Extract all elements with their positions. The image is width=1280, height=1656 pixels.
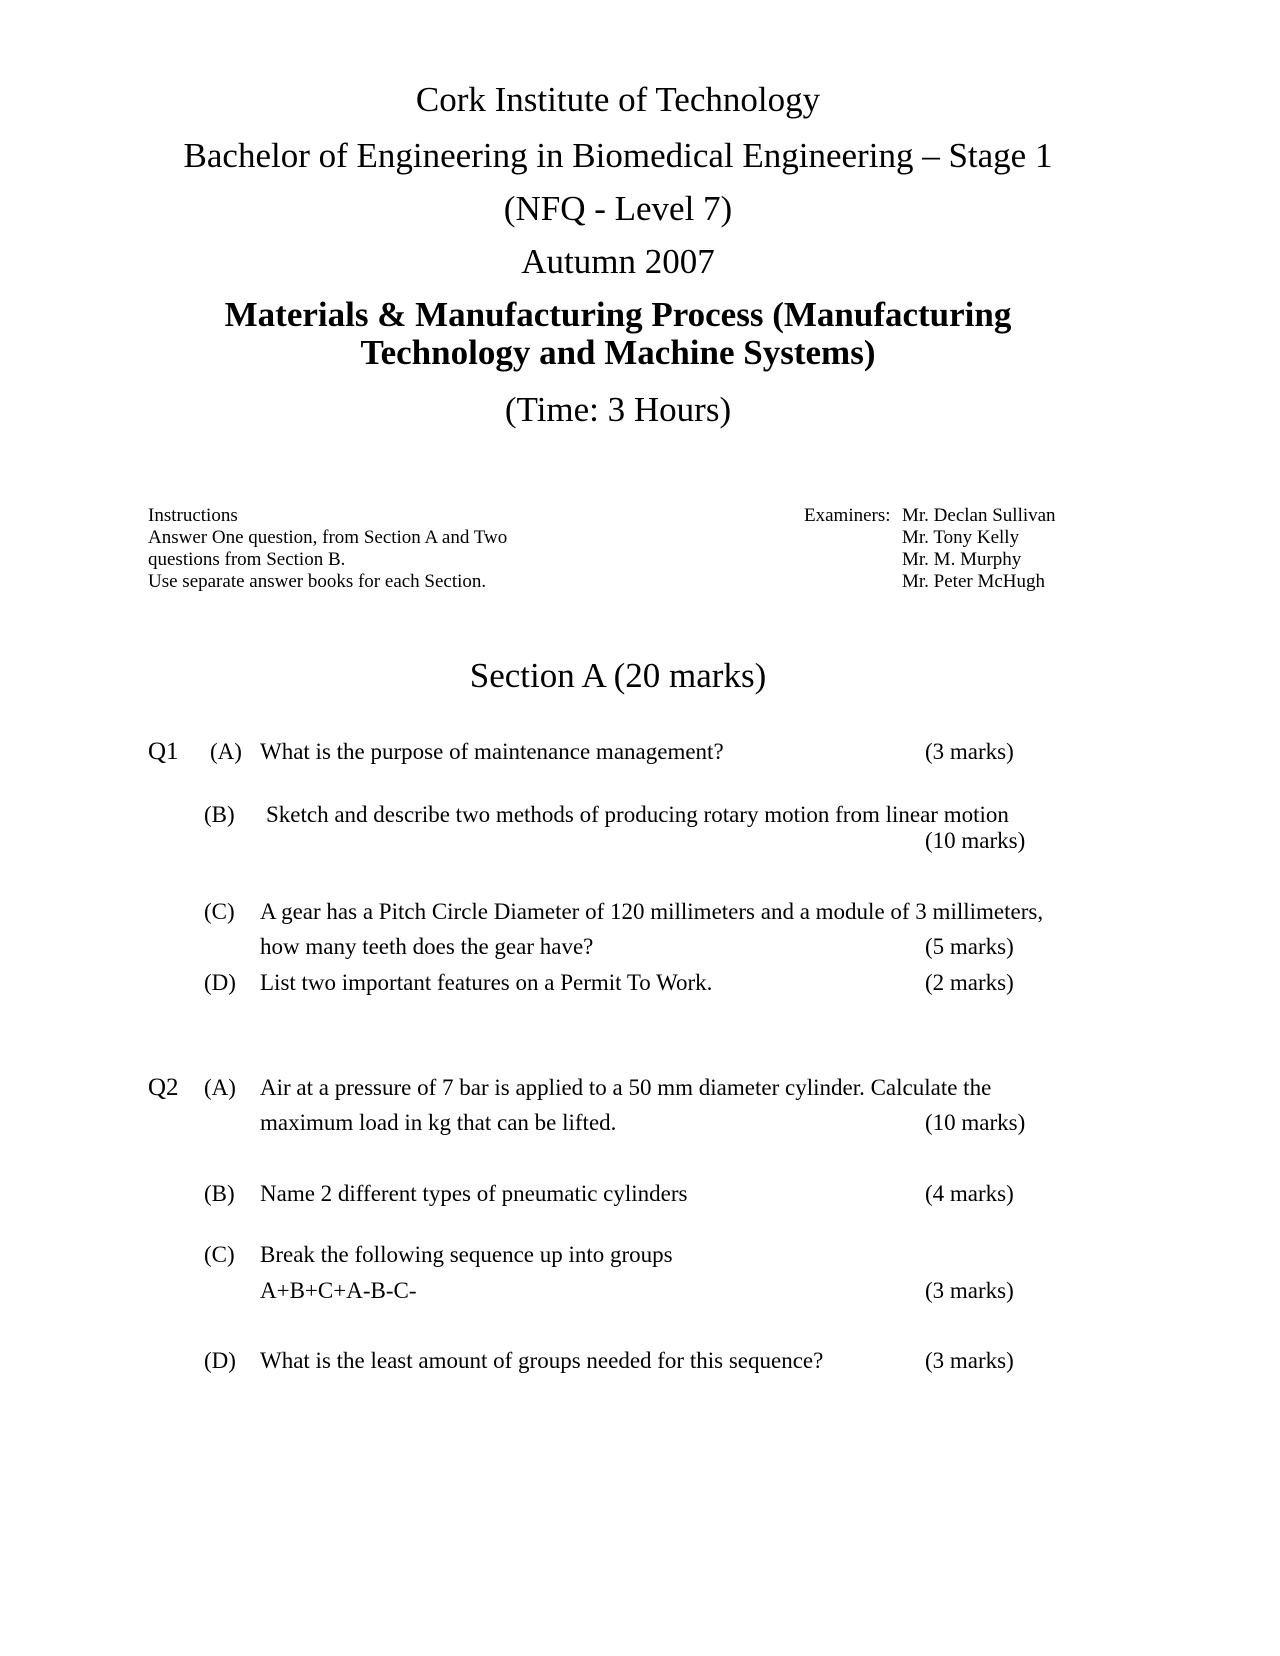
nfq-level: (NFQ - Level 7): [503, 189, 733, 228]
question-text: how many teeth does the gear have?: [260, 934, 594, 959]
examiner-name: Mr. Peter McHugh: [902, 571, 1046, 592]
question-text: Break the following sequence up into groups: [260, 1242, 673, 1267]
question-text: Name 2 different types of pneumatic cylinders: [260, 1181, 688, 1206]
exam-duration: (Time: 3 Hours): [504, 390, 732, 429]
course-title-line2: Technology and Machine Systems): [360, 333, 876, 372]
examiner-name: Mr. Declan Sullivan: [902, 505, 1056, 526]
instructions-line: Answer One question, from Section A and Two: [148, 527, 508, 548]
instructions-title: Instructions: [148, 505, 238, 526]
part-label: (D): [204, 1348, 236, 1373]
examiners-label: Examiners:: [804, 505, 891, 526]
question-text: What is the purpose of maintenance management?: [260, 739, 724, 764]
marks-label: (10 marks): [925, 828, 1026, 853]
exam-session: Autumn 2007: [521, 242, 715, 281]
marks-label: (3 marks): [925, 739, 1014, 764]
institution-title: Cork Institute of Technology: [415, 80, 821, 119]
question-text: maximum load in kg that can be lifted.: [260, 1110, 617, 1135]
question-text: List two important features on a Permit To Work.: [260, 970, 713, 995]
examiner-name: Mr. M. Murphy: [902, 549, 1022, 570]
course-title-line1: Materials & Manufacturing Process (Manufacturing: [224, 295, 1012, 334]
part-label: (A): [204, 1075, 236, 1100]
marks-label: (3 marks): [925, 1278, 1014, 1303]
question-text: Air at a pressure of 7 bar is applied to a 50 mm diameter cylinder. Calculate the: [260, 1075, 992, 1100]
instructions-line: questions from Section B.: [148, 549, 346, 570]
part-label: (D): [204, 970, 236, 995]
part-label: (C): [204, 1242, 235, 1267]
question-text: A gear has a Pitch Circle Diameter of 120 millimeters and a module of 3 millimeters,: [260, 899, 1044, 924]
part-label: (A): [210, 739, 242, 764]
question-number: Q2: [148, 1074, 179, 1101]
section-a-title: Section A (20 marks): [469, 656, 767, 695]
part-label: (B): [204, 1181, 235, 1206]
question-number: Q1: [148, 738, 179, 765]
part-label: (C): [204, 899, 235, 924]
marks-label: (4 marks): [925, 1181, 1014, 1206]
question-text: What is the least amount of groups needed for this sequence?: [260, 1348, 824, 1373]
marks-label: (5 marks): [925, 934, 1014, 959]
marks-label: (10 marks): [925, 1110, 1026, 1135]
part-label: (B): [204, 802, 235, 827]
marks-label: (2 marks): [925, 970, 1014, 995]
examiner-name: Mr. Tony Kelly: [902, 527, 1020, 548]
instructions-line: Use separate answer books for each Section.: [148, 571, 487, 592]
marks-label: (3 marks): [925, 1348, 1014, 1373]
programme-title: Bachelor of Engineering in Biomedical Engineering – Stage 1: [183, 136, 1053, 175]
question-text: Sketch and describe two methods of producing rotary motion from linear motion: [266, 802, 1009, 827]
sequence-text: A+B+C+A-B-C-: [260, 1278, 417, 1303]
